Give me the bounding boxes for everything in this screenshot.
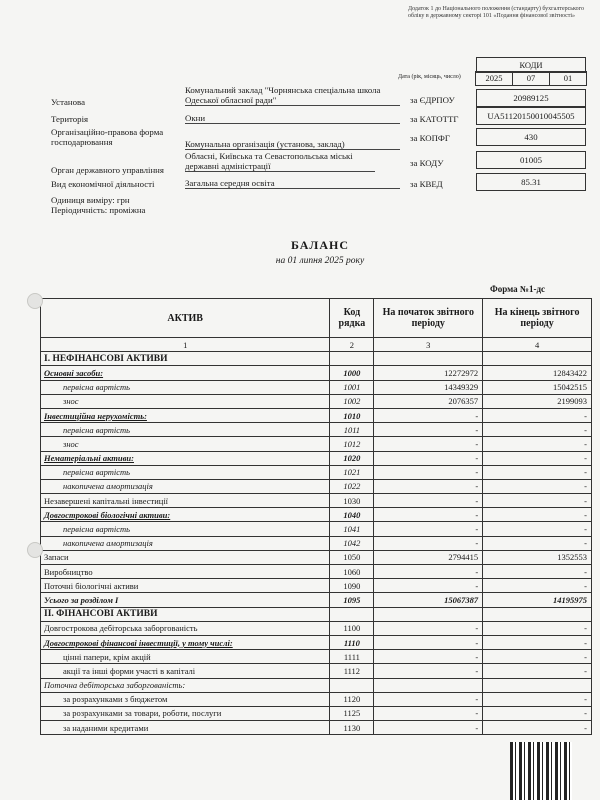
- row-end-value: -: [483, 579, 592, 593]
- row-code: 1000: [330, 366, 374, 380]
- row-start-value: -: [374, 494, 483, 508]
- row-code: 1040: [330, 508, 374, 522]
- row-start-value: -: [374, 635, 483, 649]
- row-start-value: [374, 352, 483, 366]
- col-start: На початок звітного періоду: [374, 299, 483, 338]
- table-row: [41, 664, 592, 678]
- kved-code: 85.31: [476, 173, 586, 191]
- date-month: 07: [512, 71, 550, 86]
- page-title: БАЛАНС: [290, 238, 350, 252]
- table-row: [41, 494, 592, 508]
- column-number-row: [41, 338, 592, 352]
- qr-code: [510, 742, 572, 800]
- row-label: за розрахунками за товари, роботи, послуги: [41, 706, 330, 720]
- row-code: 1111: [330, 650, 374, 664]
- row-code: 1090: [330, 579, 374, 593]
- territory-value: Окни: [185, 113, 400, 124]
- report-date: [476, 71, 587, 86]
- row-start-value: -: [374, 579, 483, 593]
- row-label: Поточна дебіторська заборгованість:: [41, 678, 330, 692]
- row-code: 1120: [330, 692, 374, 706]
- row-code: 1050: [330, 550, 374, 564]
- row-end-value: -: [483, 565, 592, 579]
- colnum: 1: [41, 338, 330, 352]
- activity-label: Вид економічної діяльності: [51, 179, 155, 189]
- row-code: 1100: [330, 621, 374, 635]
- col-code: Код рядка: [330, 299, 374, 338]
- row-label: знос: [41, 394, 330, 408]
- edrpou-label: за ЄДРПОУ: [410, 95, 455, 105]
- row-label: за наданими кредитами: [41, 721, 330, 735]
- table-row: [41, 366, 592, 380]
- row-code: 1030: [330, 494, 374, 508]
- kopfg-label: за КОПФГ: [410, 133, 450, 143]
- row-label: цінні папери, крім акцій: [41, 650, 330, 664]
- table-header-row: [41, 299, 592, 338]
- row-end-value: -: [483, 494, 592, 508]
- table-row: [41, 465, 592, 479]
- table-row: [41, 423, 592, 437]
- table-row: [41, 550, 592, 564]
- kopfg-code: 430: [476, 128, 586, 146]
- row-label: накопичена амортизація: [41, 536, 330, 550]
- row-code: 1011: [330, 423, 374, 437]
- row-label: первісна вартість: [41, 380, 330, 394]
- row-end-value: [483, 607, 592, 621]
- row-start-value: 2076357: [374, 394, 483, 408]
- row-code: 1095: [330, 593, 374, 607]
- table-row: [41, 706, 592, 720]
- row-code: 1021: [330, 465, 374, 479]
- row-end-value: -: [483, 650, 592, 664]
- table-row: [41, 380, 592, 394]
- row-label: акції та інші форми участі в капіталі: [41, 664, 330, 678]
- row-start-value: -: [374, 621, 483, 635]
- row-label: Довгострокові фінансові інвестиції, у тому числі:: [41, 635, 330, 649]
- row-start-value: -: [374, 437, 483, 451]
- row-end-value: [483, 352, 592, 366]
- row-end-value: -: [483, 465, 592, 479]
- regulation-note: Додаток 1 до Національного положення (стандарту) бухгалтерського обліку в державному секторі 101 «Подання фінансової звітності»: [408, 6, 584, 19]
- form-number: Форма №1-дс: [490, 284, 546, 294]
- row-label: знос: [41, 437, 330, 451]
- table-row: [41, 352, 592, 366]
- row-code: 1012: [330, 437, 374, 451]
- row-end-value: -: [483, 451, 592, 465]
- row-label: Поточні біологічні активи: [41, 579, 330, 593]
- row-code: 1022: [330, 479, 374, 493]
- row-start-value: -: [374, 664, 483, 678]
- col-end: На кінець звітного періоду: [483, 299, 592, 338]
- row-end-value: -: [483, 408, 592, 422]
- row-start-value: -: [374, 565, 483, 579]
- row-label: Довгострокова дебіторська заборгованість: [41, 621, 330, 635]
- table-row: [41, 692, 592, 706]
- institution-value: Комунальний заклад "Чорнянська спеціальна школа Одеської обласної ради": [185, 85, 400, 106]
- row-end-value: -: [483, 437, 592, 451]
- row-start-value: -: [374, 508, 483, 522]
- governing-body-label: Орган державного управління: [51, 165, 164, 175]
- periodicity: Періодичність: проміжна: [51, 205, 146, 215]
- colnum: 3: [374, 338, 483, 352]
- row-start-value: -: [374, 423, 483, 437]
- row-end-value: -: [483, 522, 592, 536]
- row-start-value: 15067387: [374, 593, 483, 607]
- territory-label: Територія: [51, 114, 89, 124]
- row-code: 1002: [330, 394, 374, 408]
- table-row: [41, 721, 592, 735]
- table-row: [41, 408, 592, 422]
- row-start-value: -: [374, 479, 483, 493]
- row-code: 1060: [330, 565, 374, 579]
- table-row: [41, 451, 592, 465]
- kved-label: за КВЕД: [410, 179, 443, 189]
- row-code: 1112: [330, 664, 374, 678]
- table-row: [41, 536, 592, 550]
- row-end-value: 14195975: [483, 593, 592, 607]
- row-start-value: [374, 607, 483, 621]
- table-row: [41, 479, 592, 493]
- row-code: [330, 352, 374, 366]
- row-label: первісна вартість: [41, 522, 330, 536]
- report-date-subtitle: на 01 липня 2025 року: [275, 256, 365, 266]
- row-start-value: -: [374, 650, 483, 664]
- row-start-value: -: [374, 706, 483, 720]
- table-row: [41, 394, 592, 408]
- row-end-value: [483, 678, 592, 692]
- row-code: 1020: [330, 451, 374, 465]
- katottg-label: за КАТОТТГ: [410, 114, 459, 124]
- date-label: Дата (рік, місяць, число): [398, 74, 461, 80]
- row-label: за розрахунками з бюджетом: [41, 692, 330, 706]
- edrpou-code: 20989125: [476, 89, 586, 107]
- row-start-value: [374, 678, 483, 692]
- row-end-value: -: [483, 635, 592, 649]
- row-end-value: 15042515: [483, 380, 592, 394]
- row-end-value: 12843422: [483, 366, 592, 380]
- row-code: 1041: [330, 522, 374, 536]
- row-label: Усього за розділом I: [41, 593, 330, 607]
- punch-hole: [27, 542, 43, 558]
- row-code: [330, 607, 374, 621]
- row-end-value: -: [483, 508, 592, 522]
- row-end-value: 2199093: [483, 394, 592, 408]
- row-end-value: -: [483, 706, 592, 720]
- table-row: [41, 650, 592, 664]
- katottg-code: UA51120150010045505: [476, 107, 586, 125]
- table-row: [41, 607, 592, 621]
- colnum: 4: [483, 338, 592, 352]
- row-end-value: -: [483, 536, 592, 550]
- row-label: Нематеріальні активи:: [41, 451, 330, 465]
- row-start-value: -: [374, 408, 483, 422]
- row-code: 1010: [330, 408, 374, 422]
- row-start-value: -: [374, 451, 483, 465]
- row-start-value: -: [374, 522, 483, 536]
- kodu-label: за КОДУ: [410, 158, 444, 168]
- row-start-value: -: [374, 536, 483, 550]
- codes-header: КОДИ: [476, 57, 586, 73]
- unit-of-measure: Одиниця виміру: грн: [51, 195, 130, 205]
- col-asset: АКТИВ: [41, 299, 330, 338]
- row-label: Інвестиційна нерухомість:: [41, 408, 330, 422]
- legal-form-label: Організаційно-правова форма господарювання: [51, 127, 164, 147]
- row-label: II. ФІНАНСОВІ АКТИВИ: [41, 607, 330, 621]
- table-row: [41, 579, 592, 593]
- balance-table: [40, 298, 592, 735]
- table-row: [41, 565, 592, 579]
- row-label: Виробництво: [41, 565, 330, 579]
- table-row: [41, 508, 592, 522]
- row-end-value: -: [483, 479, 592, 493]
- row-label: Основні засоби:: [41, 366, 330, 380]
- table-row: [41, 593, 592, 607]
- row-code: 1110: [330, 635, 374, 649]
- row-label: I. НЕФІНАНСОВІ АКТИВИ: [41, 352, 330, 366]
- kodu-code: 01005: [476, 151, 586, 169]
- row-end-value: -: [483, 721, 592, 735]
- row-end-value: -: [483, 423, 592, 437]
- colnum: 2: [330, 338, 374, 352]
- table-row: [41, 437, 592, 451]
- table-row: [41, 522, 592, 536]
- row-start-value: 14349329: [374, 380, 483, 394]
- table-row: [41, 635, 592, 649]
- row-code: [330, 678, 374, 692]
- governing-body-value: Обласні, Київська та Севастопольська міські державні адміністрації: [185, 151, 375, 172]
- row-start-value: -: [374, 465, 483, 479]
- row-start-value: -: [374, 692, 483, 706]
- row-end-value: -: [483, 692, 592, 706]
- row-label: Довгострокові біологічні активи:: [41, 508, 330, 522]
- row-label: первісна вартість: [41, 423, 330, 437]
- row-start-value: 12272972: [374, 366, 483, 380]
- table-row: [41, 621, 592, 635]
- date-year: 2025: [475, 71, 513, 86]
- row-label: Незавершені капітальні інвестиції: [41, 494, 330, 508]
- row-end-value: -: [483, 621, 592, 635]
- row-label: Запаси: [41, 550, 330, 564]
- legal-form-value: Комунальна організація (установа, заклад): [185, 139, 400, 150]
- row-code: 1125: [330, 706, 374, 720]
- activity-value: Загальна середня освіта: [185, 178, 400, 189]
- row-code: 1001: [330, 380, 374, 394]
- table-row: [41, 678, 592, 692]
- row-start-value: -: [374, 721, 483, 735]
- institution-label: Установа: [51, 97, 85, 107]
- punch-hole: [27, 293, 43, 309]
- row-end-value: 1352553: [483, 550, 592, 564]
- row-label: накопичена амортизація: [41, 479, 330, 493]
- row-start-value: 2794415: [374, 550, 483, 564]
- row-label: первісна вартість: [41, 465, 330, 479]
- row-end-value: -: [483, 664, 592, 678]
- row-code: 1130: [330, 721, 374, 735]
- date-day: 01: [549, 71, 587, 86]
- row-code: 1042: [330, 536, 374, 550]
